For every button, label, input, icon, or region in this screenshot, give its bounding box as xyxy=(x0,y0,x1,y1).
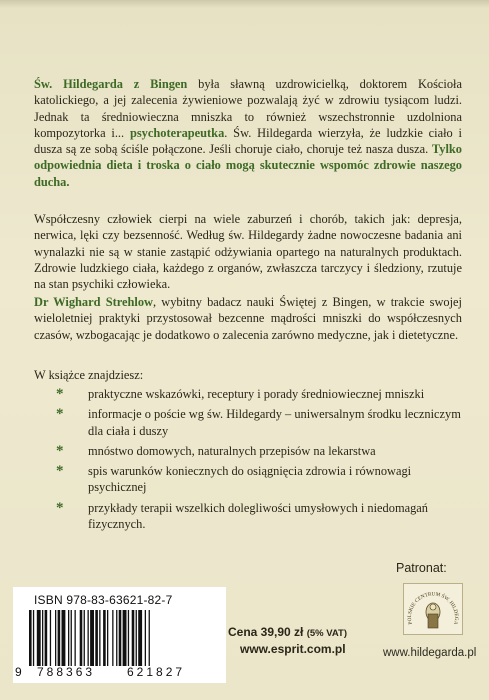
intro-paragraph xyxy=(34,76,462,190)
barcode-bar xyxy=(132,610,135,666)
star-bullet-icon: * xyxy=(56,386,64,402)
intro-text-1: była sławną uzdrowicielką, doktorem Kościoła katolickiego, a jej zalecenia żywieniowe pozwalają żyć w zdrowiu tysiącom ludzi. Jednak ta średniowieczna mniszka to również wszechstronnie uzdolniona kompozytorka i... xyxy=(34,77,462,140)
cover-edge-shadow xyxy=(0,0,489,8)
barcode-bar xyxy=(138,610,142,666)
list-item: * informacje o poście wg św. Hildegardy – uniwersalnym środku leczniczym dla ciała i duszy xyxy=(56,406,461,438)
modern-problems-paragraph xyxy=(34,211,462,292)
list-item: * przykłady terapii wszelkich dolegliwości umysłowych i niedomagań fizycznych. xyxy=(56,499,428,532)
barcode-bar xyxy=(149,610,150,666)
modern-problems-text: Współczesny człowiek cierpi na wiele zaburzeń i chorób, takich jak: depresja, nerwica, lęki czy bezsenność. Według św. Hildegardy żadne nowoczesne badania ani wynalazki nie są w stanie zastąpić odżywiania opartego na naturalnych produktach. Zdrowie ludzkiego ciała, każdego z organów, zwłaszcza tarczycy i śledziony, rzutuje na stan psychiki człowieka. xyxy=(34,212,462,292)
list-item: * mnóstwo domowych, naturalnych przepisów na lekarstwa xyxy=(56,442,376,459)
price xyxy=(228,625,347,639)
intro-highlight: Tylko odpowiednia dieta i troska o ciało mogą skutecznie wspomóc zdrowie naszego ducha. xyxy=(34,142,462,189)
barcode-bar xyxy=(116,610,117,666)
barcode-bar xyxy=(84,610,85,666)
barcode-bar xyxy=(99,610,100,666)
list-item: * spis warunków koniecznych do osiągnięcia zdrowia i równowagi psychicznej xyxy=(56,463,412,495)
barcode-bar xyxy=(68,610,69,666)
barcode-bar xyxy=(90,610,94,666)
star-bullet-icon: * xyxy=(56,442,64,459)
author-name: Dr Wighard Strehlow xyxy=(34,295,153,309)
barcode-bar xyxy=(145,610,146,666)
hildegarda-url: www.hildegarda.pl xyxy=(383,647,477,659)
isbn-text: ISBN 978-83-63621-82-7 xyxy=(34,593,173,607)
barcode-bar xyxy=(29,610,32,666)
barcode-bar xyxy=(103,610,106,666)
barcode-digits-left: 788363 xyxy=(37,665,96,679)
psychoterapeutka-highlight: psychoterapeutka xyxy=(129,125,225,140)
star-bullet-icon: * xyxy=(56,463,64,480)
barcode-bar xyxy=(71,610,72,666)
svg-text:POLSKIE CENTRUM ŚW. HILDEGARDY: POLSKIE CENTRUM ŚW. HILDEGA xyxy=(406,591,460,626)
publisher-url: www.esprit.com.pl xyxy=(240,642,346,656)
price-label: Cena 39,90 zł xyxy=(228,625,304,639)
barcode-bar xyxy=(75,610,76,666)
barcode-bar xyxy=(123,610,127,666)
barcode-bar xyxy=(42,610,43,666)
barcode-bar xyxy=(50,610,51,666)
barcode-bar xyxy=(58,610,61,666)
barcode-bar xyxy=(37,610,41,666)
barcode-bar xyxy=(136,610,137,666)
barcode-bar xyxy=(80,610,83,666)
author-text: , wybitny badacz nauki Świętej z Bingen, w trakcie swojej wieloletniej praktyki przystosował bezcenne mądrości mniszki do współczesnych czasów, wzbogacając je dodatkowo o zalecenia zarówno medyczne, jak i dietetyczne. xyxy=(34,295,462,342)
barcode-digits-right: 621827 xyxy=(127,665,186,679)
star-bullet-icon: * xyxy=(56,499,64,516)
barcode-icon xyxy=(27,610,210,666)
author-paragraph xyxy=(34,294,462,343)
barcode-bar xyxy=(128,610,129,666)
list-intro: W książce znajdziesz: xyxy=(34,368,144,382)
star-bullet-icon: * xyxy=(56,406,64,423)
barcode-bar xyxy=(55,610,56,666)
barcode-bar xyxy=(88,610,89,666)
list-item: * praktyczne wskazówki, receptury i porady średniowiecznej mniszki xyxy=(56,386,425,402)
barcode-digit-first: 9 xyxy=(15,665,22,679)
hildegarda-name: Św. Hildegarda z Bingen xyxy=(34,77,188,91)
barcode-bar xyxy=(119,610,122,666)
patronat-label: Patronat: xyxy=(396,561,447,575)
barcode-bar xyxy=(112,610,113,666)
intro-text-2: . Św. Hildegarda wierzyła, że ludzkie ciało i dusza są ze sobą ściśle połączone. Jeśli choruje ciało, choruje też nasza dusza. xyxy=(34,125,462,157)
barcode-bar xyxy=(45,610,48,666)
barcode-bar xyxy=(33,610,34,666)
barcode-bar xyxy=(62,610,66,666)
contents-list xyxy=(34,386,464,536)
barcode-bar xyxy=(95,610,98,666)
patronat-seal-logo xyxy=(403,583,463,635)
barcode-bar xyxy=(107,610,108,666)
price-vat: (5% VAT) xyxy=(306,628,348,639)
